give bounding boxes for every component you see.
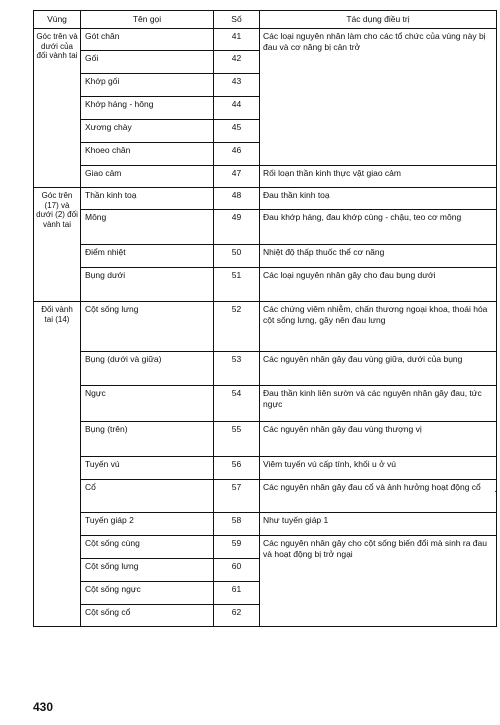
table-header-row (34, 11, 497, 29)
zone-cell: Đối vành tai (14) (34, 302, 81, 627)
table-row (34, 457, 497, 480)
point-name: Bụng dưới (81, 268, 214, 302)
table-row (34, 513, 497, 536)
point-number: 53 (214, 352, 260, 386)
table-row (34, 188, 497, 210)
point-effect: Đau thần kinh toạ (260, 188, 497, 210)
table-row (34, 480, 497, 513)
point-effect: Như tuyến giáp 1 (260, 513, 497, 536)
point-number: 62 (214, 605, 260, 627)
point-number: 49 (214, 210, 260, 245)
point-effect: Đau khớp háng, đau khớp cùng - chậu, teo cơ mông (260, 210, 497, 245)
header-number: Số (214, 11, 260, 29)
point-number: 57 (214, 480, 260, 513)
point-effect: Các nguyên nhân gây đau vùng thượng vị (260, 422, 497, 457)
header-name: Tên gọi (81, 11, 214, 29)
header-zone: Vùng (34, 11, 81, 29)
point-name: Giao cảm (81, 166, 214, 188)
table-row (34, 268, 497, 302)
point-number: 54 (214, 386, 260, 422)
point-name: Tuyến vú (81, 457, 214, 480)
point-number: 51 (214, 268, 260, 302)
table-row (34, 245, 497, 268)
point-effect: Các loại nguyên nhân gây cho đau bụng dưới (260, 268, 497, 302)
point-name: Thần kinh toạ (81, 188, 214, 210)
point-effect: Các chứng viêm nhiễm, chấn thương ngoại khoa, thoái hóa cột sống lưng, gây nên đau lưng (260, 302, 497, 352)
point-number: 46 (214, 143, 260, 166)
point-number: 50 (214, 245, 260, 268)
point-name: Khớp háng - hông (81, 97, 214, 120)
point-name: Điểm nhiệt (81, 245, 214, 268)
table-row (34, 29, 497, 51)
point-number: 43 (214, 74, 260, 97)
point-effect: Đau thần kinh liên sườn và các nguyên nhân gây đau, tức ngực (260, 386, 497, 422)
point-name: Gót chân (81, 29, 214, 51)
point-effect: Các nguyên nhân gây đau vùng giữa, dưới của bụng (260, 352, 497, 386)
point-number: 55 (214, 422, 260, 457)
point-number: 47 (214, 166, 260, 188)
zone-cell: Góc trên (17) và dưới (2) đối vành tai (34, 188, 81, 302)
point-name: Cổ (81, 480, 214, 513)
point-effect: Các nguyên nhân gây đau cổ và ảnh hưởng hoạt động cổ (260, 480, 497, 513)
point-name: Gối (81, 51, 214, 74)
point-number: 61 (214, 582, 260, 605)
zone-cell: Góc trên và dưới của đối vành tai (34, 29, 81, 188)
point-effect: Nhiệt độ thấp thuốc thể cơ năng (260, 245, 497, 268)
table-row (34, 302, 497, 352)
point-name: Mông (81, 210, 214, 245)
point-number: 42 (214, 51, 260, 74)
point-name: Ngực (81, 386, 214, 422)
point-name: Cột sống cùng (81, 536, 214, 559)
point-name: Khoeo chân (81, 143, 214, 166)
acupoint-table (33, 10, 497, 627)
table-row (34, 210, 497, 245)
point-name: Bụng (dưới và giữa) (81, 352, 214, 386)
table-row (34, 352, 497, 386)
point-effect: Viêm tuyến vú cấp tính, khối u ở vú (260, 457, 497, 480)
table-row (34, 536, 497, 559)
table-row (34, 166, 497, 188)
point-number: 59 (214, 536, 260, 559)
table-row (34, 422, 497, 457)
point-name: Cột sống lưng (81, 302, 214, 352)
point-number: 45 (214, 120, 260, 143)
point-name: Cột sống cổ (81, 605, 214, 627)
point-number: 58 (214, 513, 260, 536)
header-effect: Tác dụng điều trị (260, 11, 497, 29)
point-number: 48 (214, 188, 260, 210)
point-name: Bụng (trên) (81, 422, 214, 457)
point-effect: Các loại nguyên nhân làm cho các tổ chức của vùng này bị đau và cơ năng bị cản trở (260, 29, 497, 166)
point-name: Cột sống ngực (81, 582, 214, 605)
page-number: 430 (33, 700, 54, 714)
point-effect: Các nguyên nhân gây cho cột sống biến đổi mà sinh ra đau và hoạt động bị trở ngại (260, 536, 497, 627)
point-name: Khớp gối (81, 74, 214, 97)
point-name: Xương chày (81, 120, 214, 143)
table-row (34, 386, 497, 422)
point-number: 52 (214, 302, 260, 352)
point-number: 60 (214, 559, 260, 582)
point-name: Cột sống lưng (81, 559, 214, 582)
point-number: 44 (214, 97, 260, 120)
point-number: 41 (214, 29, 260, 51)
point-effect: Rối loạn thần kinh thực vật giao cảm (260, 166, 497, 188)
point-name: Tuyến giáp 2 (81, 513, 214, 536)
stray-mark: · (494, 486, 498, 497)
point-number: 56 (214, 457, 260, 480)
